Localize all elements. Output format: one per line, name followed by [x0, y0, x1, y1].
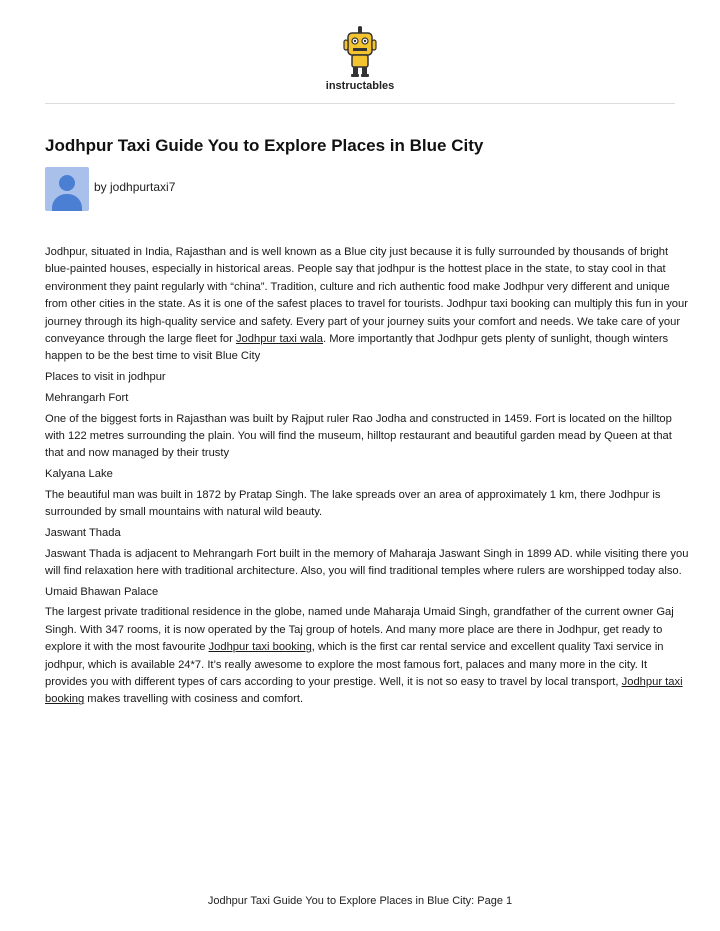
page-footer: Jodhpur Taxi Guide You to Explore Places in Blue City: Page 1: [207, 895, 513, 907]
umaid-paragraph: The largest private traditional residence in the globe, named unde Maharaja Umaid Singh, grandfather of the current owner Gaj Singh. With 347 rooms, it is now operated by the Taj group of hotels. And many more place are there in Jodhpur, get ready to explore it with the most favourite Jodhpur taxi booking, which is the first car rental service and excellent quality Taxi service in jodhpur, which is available 24*7. It’s really awesome to explore the most famous fort, palaces and many more in the city. It provides you with different types of cars according to your prestige. Well, it is not so easy to travel by local transport, Jodhpur taxi booking makes travelling with cosiness and comfort.: [45, 606, 683, 706]
mehrangarh-paragraph: One of the biggest forts in Rajasthan was built by Rajput ruler Rao Jodha and constructed in 1459. Fort is located on the hilltop with 122 metres surrounding the plain. You will find the museum, hilltop restaurant and beautiful garden mead by Queen at that that and now managed by their trusty: [45, 412, 672, 460]
jodhpur-taxi-booking-link-2[interactable]: Jodhpur taxi booking: [45, 676, 683, 706]
umaid-heading: Umaid Bhawan Palace: [45, 585, 159, 598]
page-title: Jodhpur Taxi Guide You to Explore Places in Blue City: [45, 136, 484, 155]
kalyana-heading: Kalyana Lake: [45, 468, 113, 481]
kalyana-paragraph: The beautiful man was built in 1872 by Pratap Singh. The lake spreads over an area of approximately 1 km, there Jodhpur is surrounded by small mountains with natural wild beauty.: [45, 488, 661, 519]
author-byline[interactable]: by jodhpurtaxi7: [94, 180, 176, 194]
jodhpur-taxi-booking-link[interactable]: Jodhpur taxi booking: [208, 641, 312, 654]
intro-paragraph: Jodhpur, situated in India, Rajasthan and is well known as a Blue city just because it is fully surrounded by thousands of bright blue-painted houses, especially in historical areas. People say that jodhpur is the hottest place in the state, to stay cool in that environment they paint regularly with “china”. Tradition, culture and rich authentic food make Jodhpur very different and unique from other cities in the state. As it is one of the safest places to travel for tourists. Jodhpur taxi booking can multiply this fun in your journey through its high-quality service and safety. Every part of your journey suits your comfort and needs. We take care of your conveyance through the large fleet for Jodhpur taxi wala. More importantly that Jodhpur gets plenty of sunlight, though winters happen to be the best time to visit Blue City: [45, 246, 688, 363]
header-divider: [45, 103, 675, 104]
brand-name[interactable]: instructables: [325, 80, 395, 92]
places-heading: Places to visit in jodhpur: [45, 371, 166, 384]
author-info: [45, 167, 175, 211]
jaswant-paragraph: Jaswant Thada is adjacent to Mehrangarh Fort built in the memory of Maharaja Jaswant Singh in 1899 AD. while visiting there you will find relaxation here with traditional architecture. Also, you will find traditional temples where rulers are worshipped today also.: [45, 547, 689, 577]
site-header: [0, 26, 720, 92]
user-avatar-icon[interactable]: [45, 167, 89, 211]
jaswant-heading: Jaswant Thada: [45, 526, 121, 539]
instructables-robot-icon[interactable]: [338, 26, 382, 78]
article-body: [45, 244, 690, 712]
jodhpur-taxi-wala-link[interactable]: Jodhpur taxi wala: [235, 333, 324, 346]
mehrangarh-heading: Mehrangarh Fort: [45, 391, 129, 404]
